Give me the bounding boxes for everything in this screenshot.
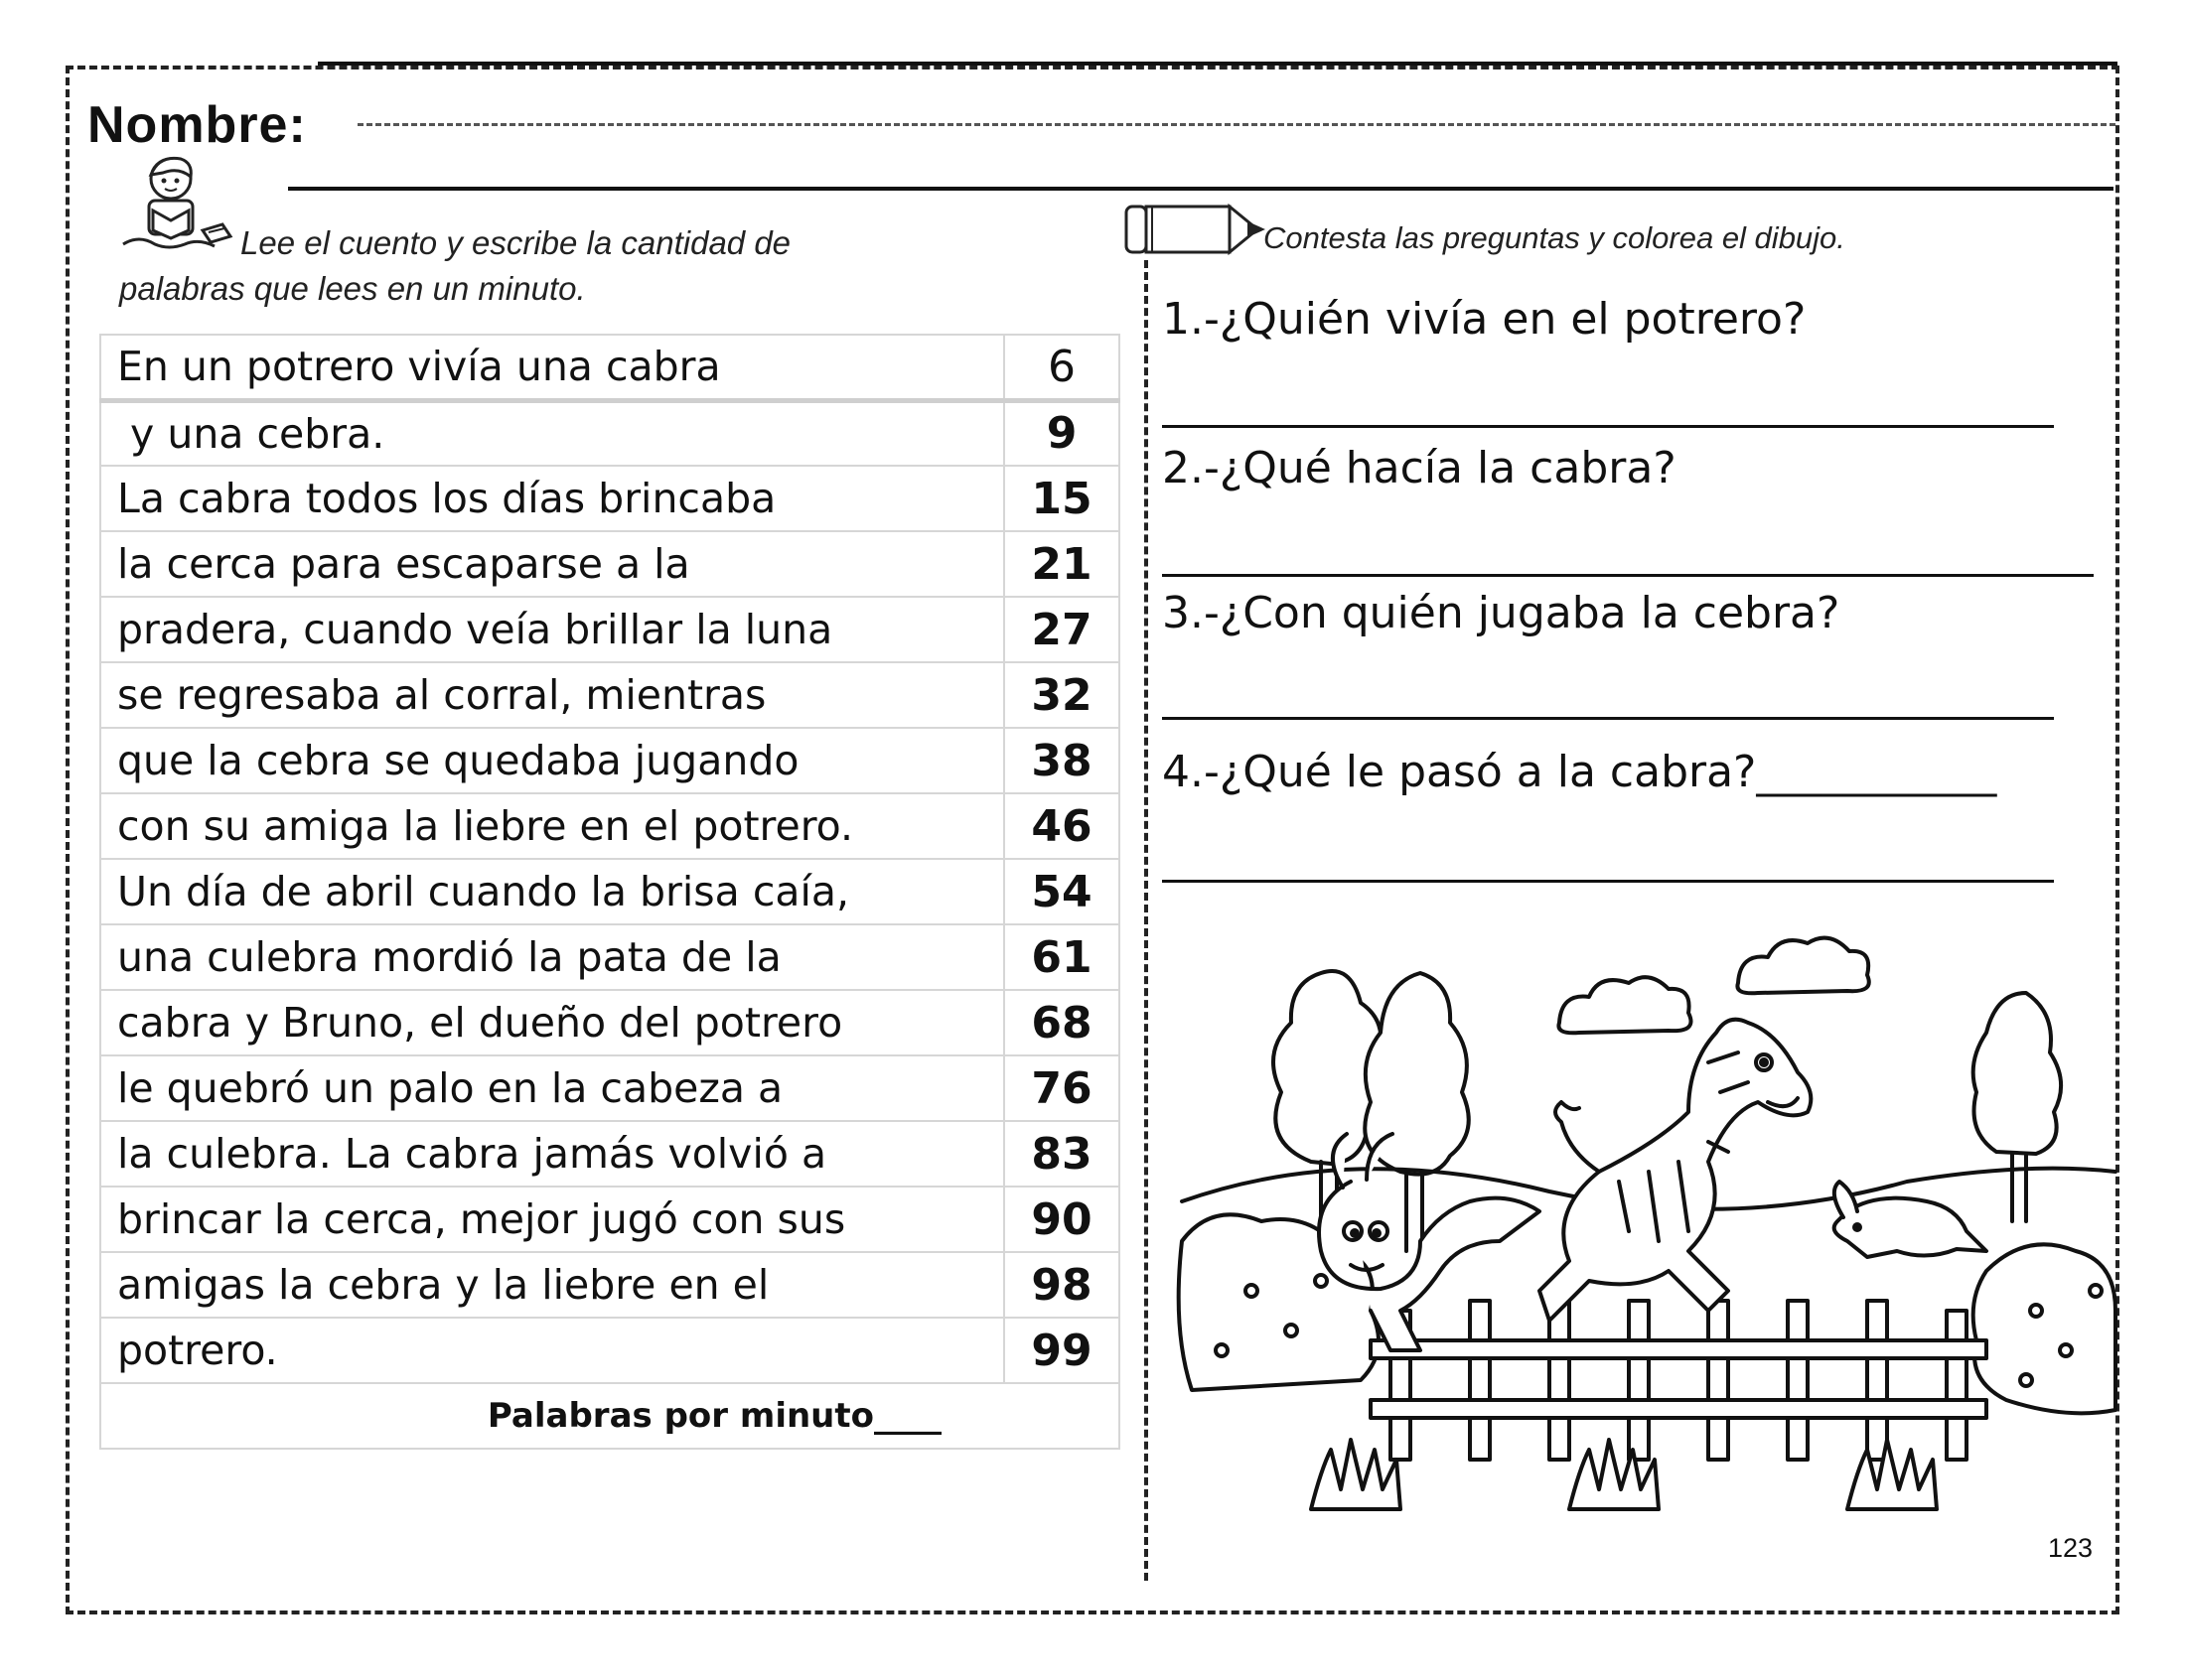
table-row <box>100 1318 1119 1383</box>
row-text: una culebra mordió la pata de la <box>100 924 1004 990</box>
row-text: amigas la cebra y la liebre en el <box>100 1252 1004 1318</box>
table-row <box>100 1252 1119 1318</box>
row-text: brincar la cerca, mejor jugó con sus <box>100 1187 1004 1252</box>
row-count: 54 <box>1004 859 1119 924</box>
answer-line-4[interactable] <box>1162 880 2054 883</box>
table-row <box>100 924 1119 990</box>
row-count: 61 <box>1004 924 1119 990</box>
row-text: le quebró un palo en la cabeza a <box>100 1055 1004 1121</box>
top-solid-line <box>318 62 2117 66</box>
table-row <box>100 859 1119 924</box>
row-count: 90 <box>1004 1187 1119 1252</box>
row-count: 9 <box>1004 400 1119 466</box>
column-divider <box>1144 260 1148 1581</box>
row-text: potrero. <box>100 1318 1004 1383</box>
row-text: La cabra todos los días brincaba <box>100 466 1004 531</box>
table-row <box>100 793 1119 859</box>
row-text: la culebra. La cabra jamás volvió a <box>100 1121 1004 1187</box>
table-footer-row <box>100 1383 1119 1449</box>
answer-line-1[interactable] <box>1162 425 2054 428</box>
table-row <box>100 1055 1119 1121</box>
page-number: 123 <box>2048 1533 2094 1563</box>
table-row <box>100 990 1119 1055</box>
questions-instruction: Contesta las preguntas y colorea el dibujo. <box>1263 220 1845 255</box>
reading-instruction <box>119 220 973 312</box>
table-row <box>100 1121 1119 1187</box>
answer-line-3[interactable] <box>1162 717 2054 720</box>
row-text: que la cebra se quedaba jugando <box>100 728 1004 793</box>
pencil-icon <box>1122 203 1269 258</box>
row-text: cabra y Bruno, el dueño del potrero <box>100 990 1004 1055</box>
row-text: se regresaba al corral, mientras <box>100 662 1004 728</box>
row-text: y una cebra. <box>100 400 1004 466</box>
question-1: 1.-¿Quién vivía en el potrero? <box>1162 294 1807 345</box>
row-text: pradera, cuando veía brillar la luna <box>100 597 1004 662</box>
answer-line-2[interactable] <box>1162 574 2094 577</box>
question-4: 4.-¿Qué le pasó a la cabra?___________ <box>1162 747 1997 797</box>
row-text: la cerca para escaparse a la <box>100 531 1004 597</box>
table-row <box>100 531 1119 597</box>
name-write-line[interactable] <box>288 187 2113 191</box>
table-row <box>100 728 1119 793</box>
words-per-minute-field[interactable]: Palabras por minuto____ <box>100 1383 1119 1449</box>
row-count: 21 <box>1004 531 1119 597</box>
row-text: con su amiga la liebre en el potrero. <box>100 793 1004 859</box>
row-count: 38 <box>1004 728 1119 793</box>
row-count: 6 <box>1004 335 1119 400</box>
row-count: 99 <box>1004 1318 1119 1383</box>
row-count: 68 <box>1004 990 1119 1055</box>
reading-instruction-line1: Lee el cuento y escribe la cantidad de <box>240 224 792 261</box>
question-2: 2.-¿Qué hacía la cabra? <box>1162 443 1676 493</box>
name-label: Nombre: <box>87 96 307 154</box>
reading-table <box>99 334 1120 1450</box>
table-row <box>100 466 1119 531</box>
row-count: 83 <box>1004 1121 1119 1187</box>
row-text: Un día de abril cuando la brisa caía, <box>100 859 1004 924</box>
question-3: 3.-¿Con quién jugaba la cebra? <box>1162 588 1840 638</box>
row-count: 76 <box>1004 1055 1119 1121</box>
table-row <box>100 335 1119 400</box>
row-count: 46 <box>1004 793 1119 859</box>
table-row <box>100 1187 1119 1252</box>
row-count: 27 <box>1004 597 1119 662</box>
row-count: 98 <box>1004 1252 1119 1318</box>
coloring-scene-illustration <box>1172 913 2125 1529</box>
table-row <box>100 597 1119 662</box>
row-text: En un potrero vivía una cabra <box>100 335 1004 400</box>
name-dashed-line <box>358 123 2115 126</box>
table-row <box>100 662 1119 728</box>
table-row <box>100 400 1119 466</box>
reading-instruction-line2: palabras que lees en un minuto. <box>119 270 586 307</box>
row-count: 32 <box>1004 662 1119 728</box>
row-count: 15 <box>1004 466 1119 531</box>
